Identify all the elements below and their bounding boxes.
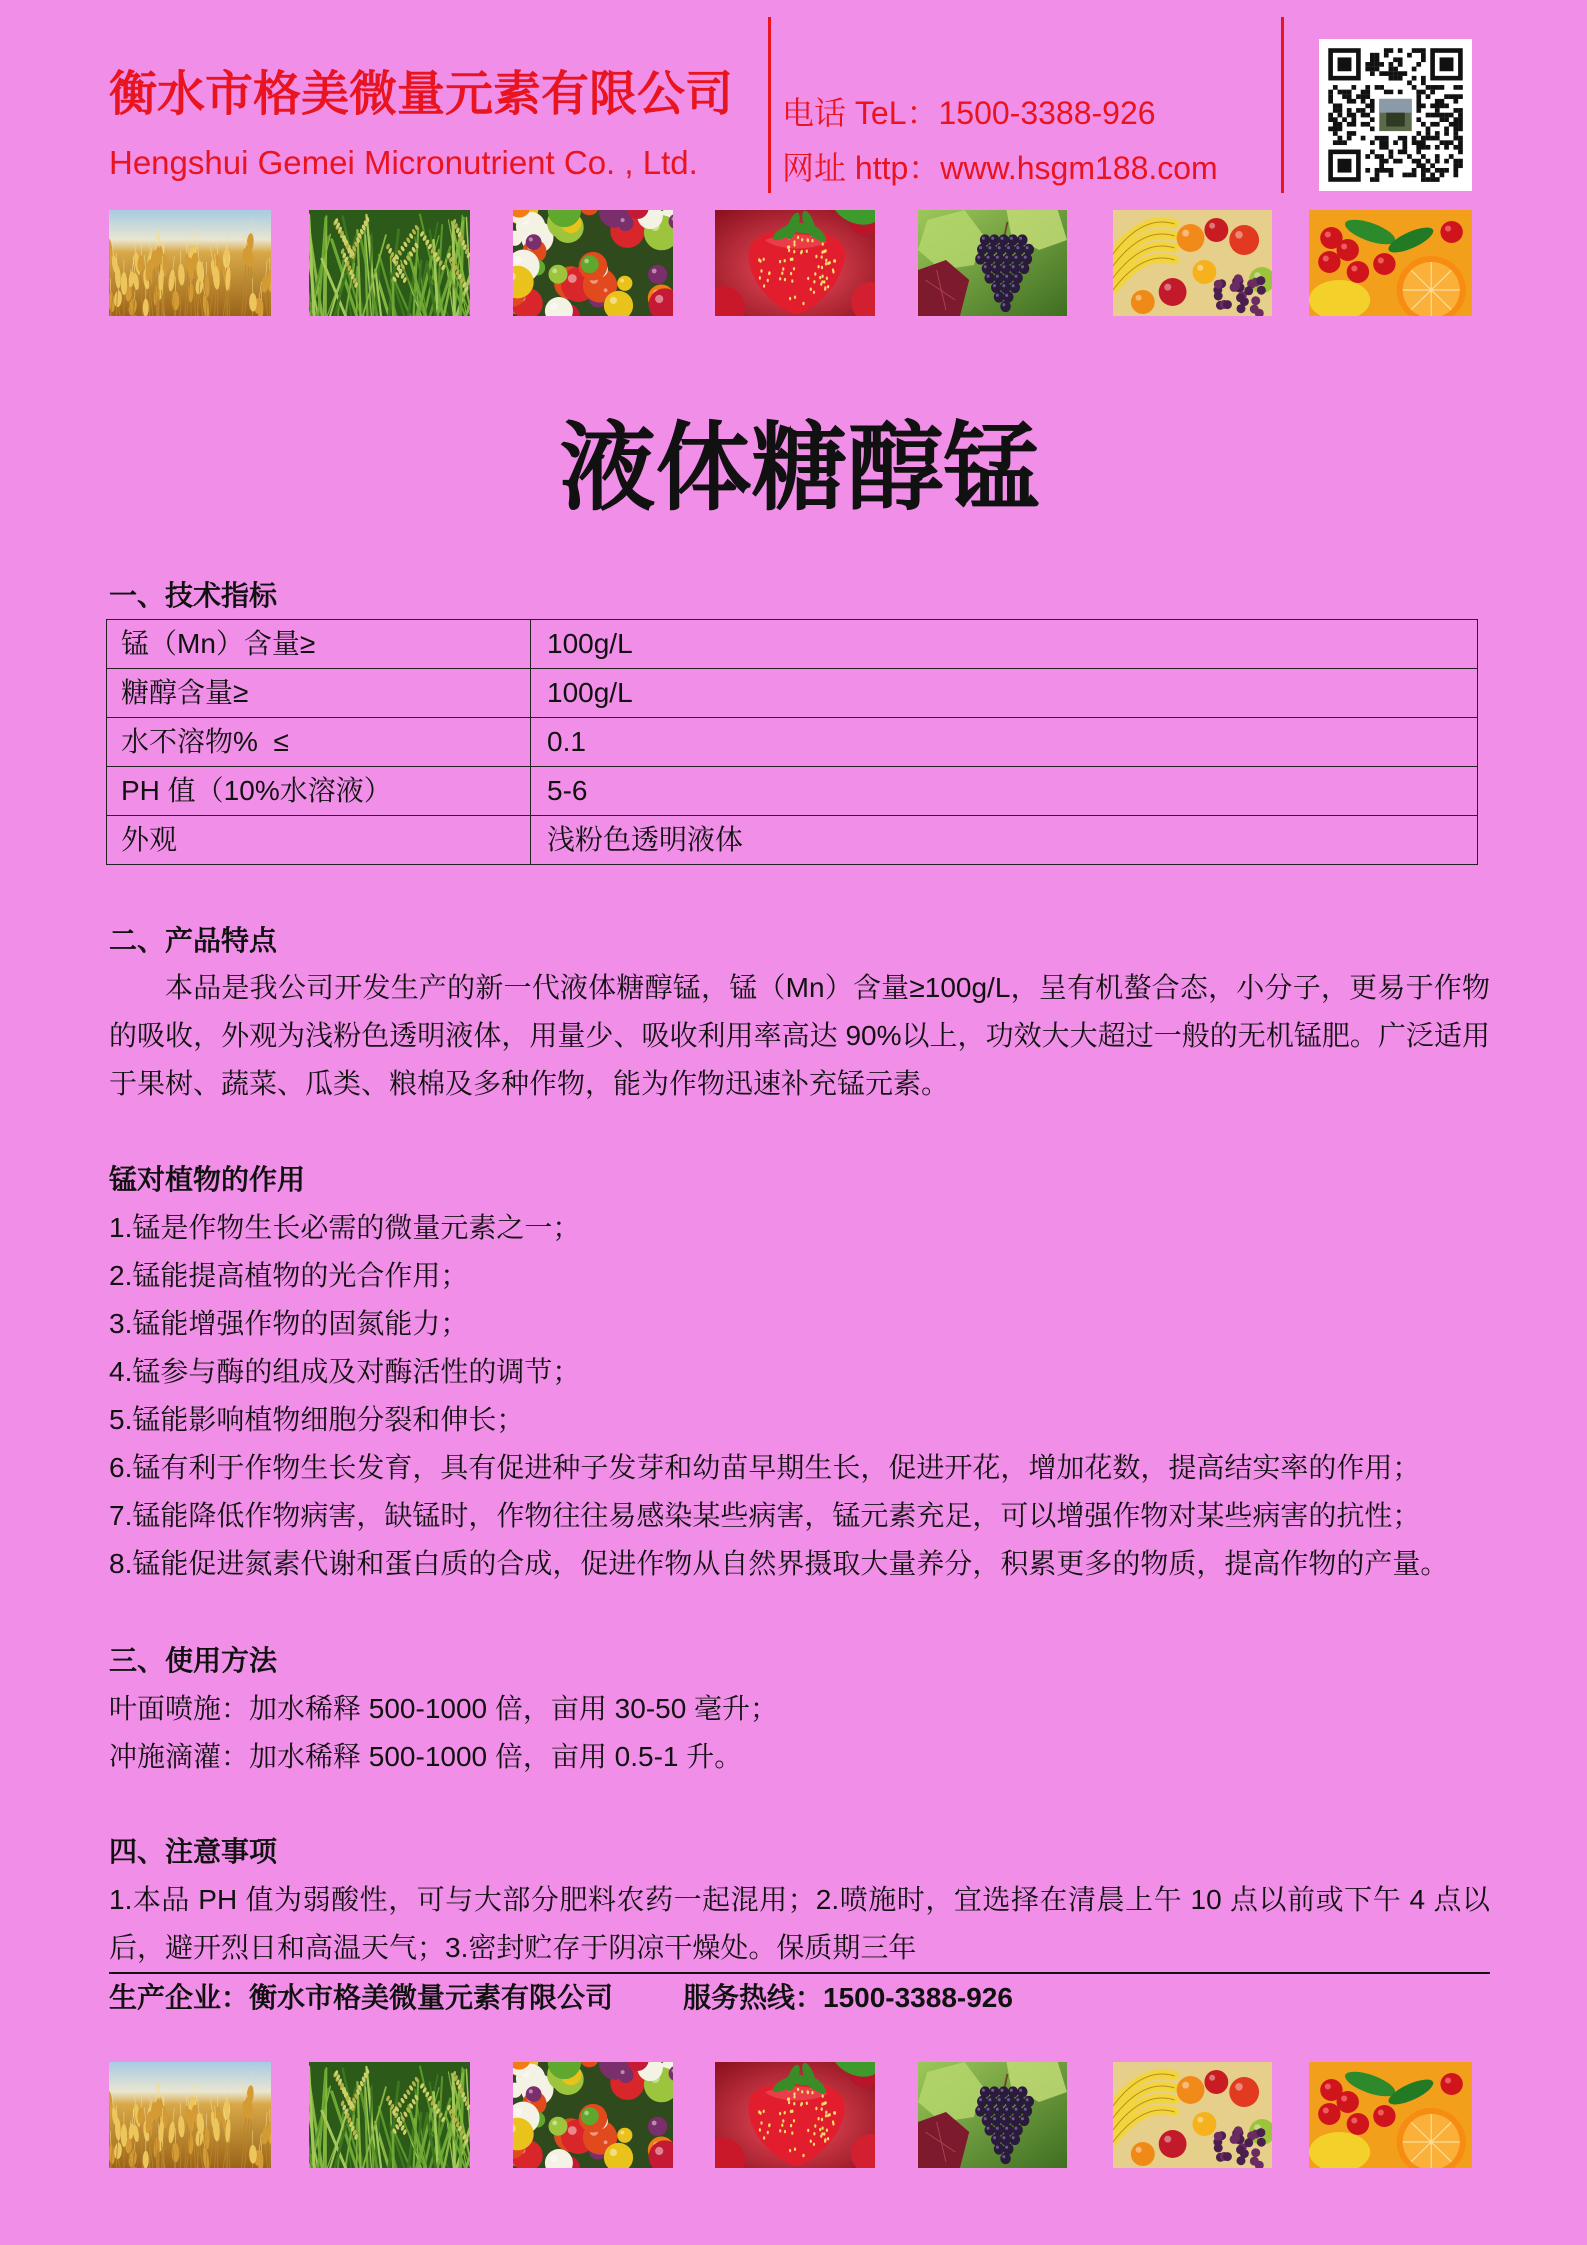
usage-heading: 三、使用方法	[109, 1645, 278, 1676]
list-item: 8.锰能促进氮素代谢和蛋白质的合成，促进作物从自然界摄取大量养分，积累更多的物质，提高作物的产量。	[109, 1548, 1449, 1579]
usage-list	[109, 1685, 1490, 1781]
product-title: 液体糖醇锰	[559, 415, 1040, 522]
usage-line: 叶面喷施：加水稀释 500-1000 倍，亩用 30-50 毫升；	[109, 1693, 779, 1724]
mixed-fruit-photo	[1113, 2062, 1272, 2168]
spec-value: 5-6	[531, 767, 1478, 816]
features-paragraph: 本品是我公司开发生产的新一代液体糖醇锰，锰（Mn）含量≥100g/L，呈有机螯合态，小分子，更易于作物的吸收，外观为浅粉色透明液体，用量少、吸收利用率高达 90%以上，功效大大超过一般的无机锰肥。广泛适用于果树、蔬菜、瓜类、粮棉及多种作物，能为作物迅速补充锰元素。	[109, 972, 1490, 1099]
header-divider-right	[1281, 17, 1284, 193]
table-row	[107, 669, 1478, 718]
list-item: 5.锰能影响植物细胞分裂和伸长；	[109, 1404, 525, 1435]
manganese-roles-list	[109, 1204, 1490, 1588]
table-row	[107, 718, 1478, 767]
rice-photo	[309, 210, 470, 316]
usage-line: 冲施滴灌：加水稀释 500-1000 倍，亩用 0.5-1 升。	[109, 1741, 743, 1772]
strawberry-photo	[715, 2062, 875, 2168]
service-hotline: 服务热线：1500-3388-926	[683, 1982, 1013, 2013]
vegetables-photo	[513, 2062, 673, 2168]
manufacturer-label: 生产企业：衡水市格美微量元素有限公司	[109, 1982, 614, 2013]
spec-table	[106, 619, 1478, 865]
list-item: 4.锰参与酶的组成及对酶活性的调节；	[109, 1356, 581, 1387]
spec-name: PH 值（10%水溶液）	[107, 767, 531, 816]
precautions-paragraph: 1.本品 PH 值为弱酸性，可与大部分肥料农药一起混用；2.喷施时，宜选择在清晨上午 10 点以前或下午 4 点以后，避开烈日和高温天气；3.密封贮存于阴凉干燥处。保质期三年	[109, 1884, 1490, 1963]
spec-value: 100g/L	[531, 669, 1478, 718]
spec-value: 0.1	[531, 718, 1478, 767]
citrus-and-cherries-photo	[1309, 2062, 1472, 2168]
photo-strip-bottom	[0, 2062, 1587, 2168]
specs-heading: 一、技术指标	[109, 580, 278, 611]
wheat-photo	[109, 210, 271, 316]
website-address: 网址 http：www.hsgm188.com	[782, 150, 1218, 186]
company-name-en: Hengshui Gemei Micronutrient Co. , Ltd.	[109, 144, 698, 181]
photo-strip-top	[0, 210, 1587, 316]
table-row	[107, 816, 1478, 865]
spec-name: 水不溶物% ≤	[107, 718, 531, 767]
footer-divider	[109, 1972, 1490, 1974]
table-row	[107, 767, 1478, 816]
phone-number: 电话 TeL：1500-3388-926	[782, 95, 1156, 131]
grapes-photo	[918, 2062, 1067, 2168]
mixed-fruit-photo	[1113, 210, 1272, 316]
list-item: 7.锰能降低作物病害，缺锰时，作物往往易感染某些病害，锰元素充足，可以增强作物对某些病害的抗性；	[109, 1500, 1421, 1531]
list-item: 3.锰能增强作物的固氮能力；	[109, 1308, 469, 1339]
company-name-cn: 衡水市格美微量元素有限公司	[109, 68, 734, 121]
wheat-photo	[109, 2062, 271, 2168]
strawberry-photo	[715, 210, 875, 316]
vegetables-photo	[513, 210, 673, 316]
spec-value: 100g/L	[531, 620, 1478, 669]
list-item: 6.锰有利于作物生长发育，具有促进种子发芽和幼苗早期生长，促进开花，增加花数，提高结实率的作用；	[109, 1452, 1421, 1483]
manganese-roles-heading: 锰对植物的作用	[109, 1164, 306, 1195]
rice-photo	[309, 2062, 470, 2168]
spec-name: 糖醇含量≥	[107, 669, 531, 718]
flyer-body	[109, 414, 1490, 2016]
table-row	[107, 620, 1478, 669]
qr-code-icon	[1319, 39, 1472, 191]
spec-value: 浅粉色透明液体	[531, 816, 1478, 865]
footer	[109, 1980, 1490, 2016]
features-heading: 二、产品特点	[109, 925, 278, 956]
spec-name: 外观	[107, 816, 531, 865]
header-divider-left	[768, 17, 771, 193]
spec-name: 锰（Mn）含量≥	[107, 620, 531, 669]
citrus-and-cherries-photo	[1309, 210, 1472, 316]
list-item: 2.锰能提高植物的光合作用；	[109, 1260, 469, 1291]
grapes-photo	[918, 210, 1067, 316]
list-item: 1.锰是作物生长必需的微量元素之一；	[109, 1212, 581, 1243]
precautions-heading: 四、注意事项	[109, 1836, 278, 1867]
